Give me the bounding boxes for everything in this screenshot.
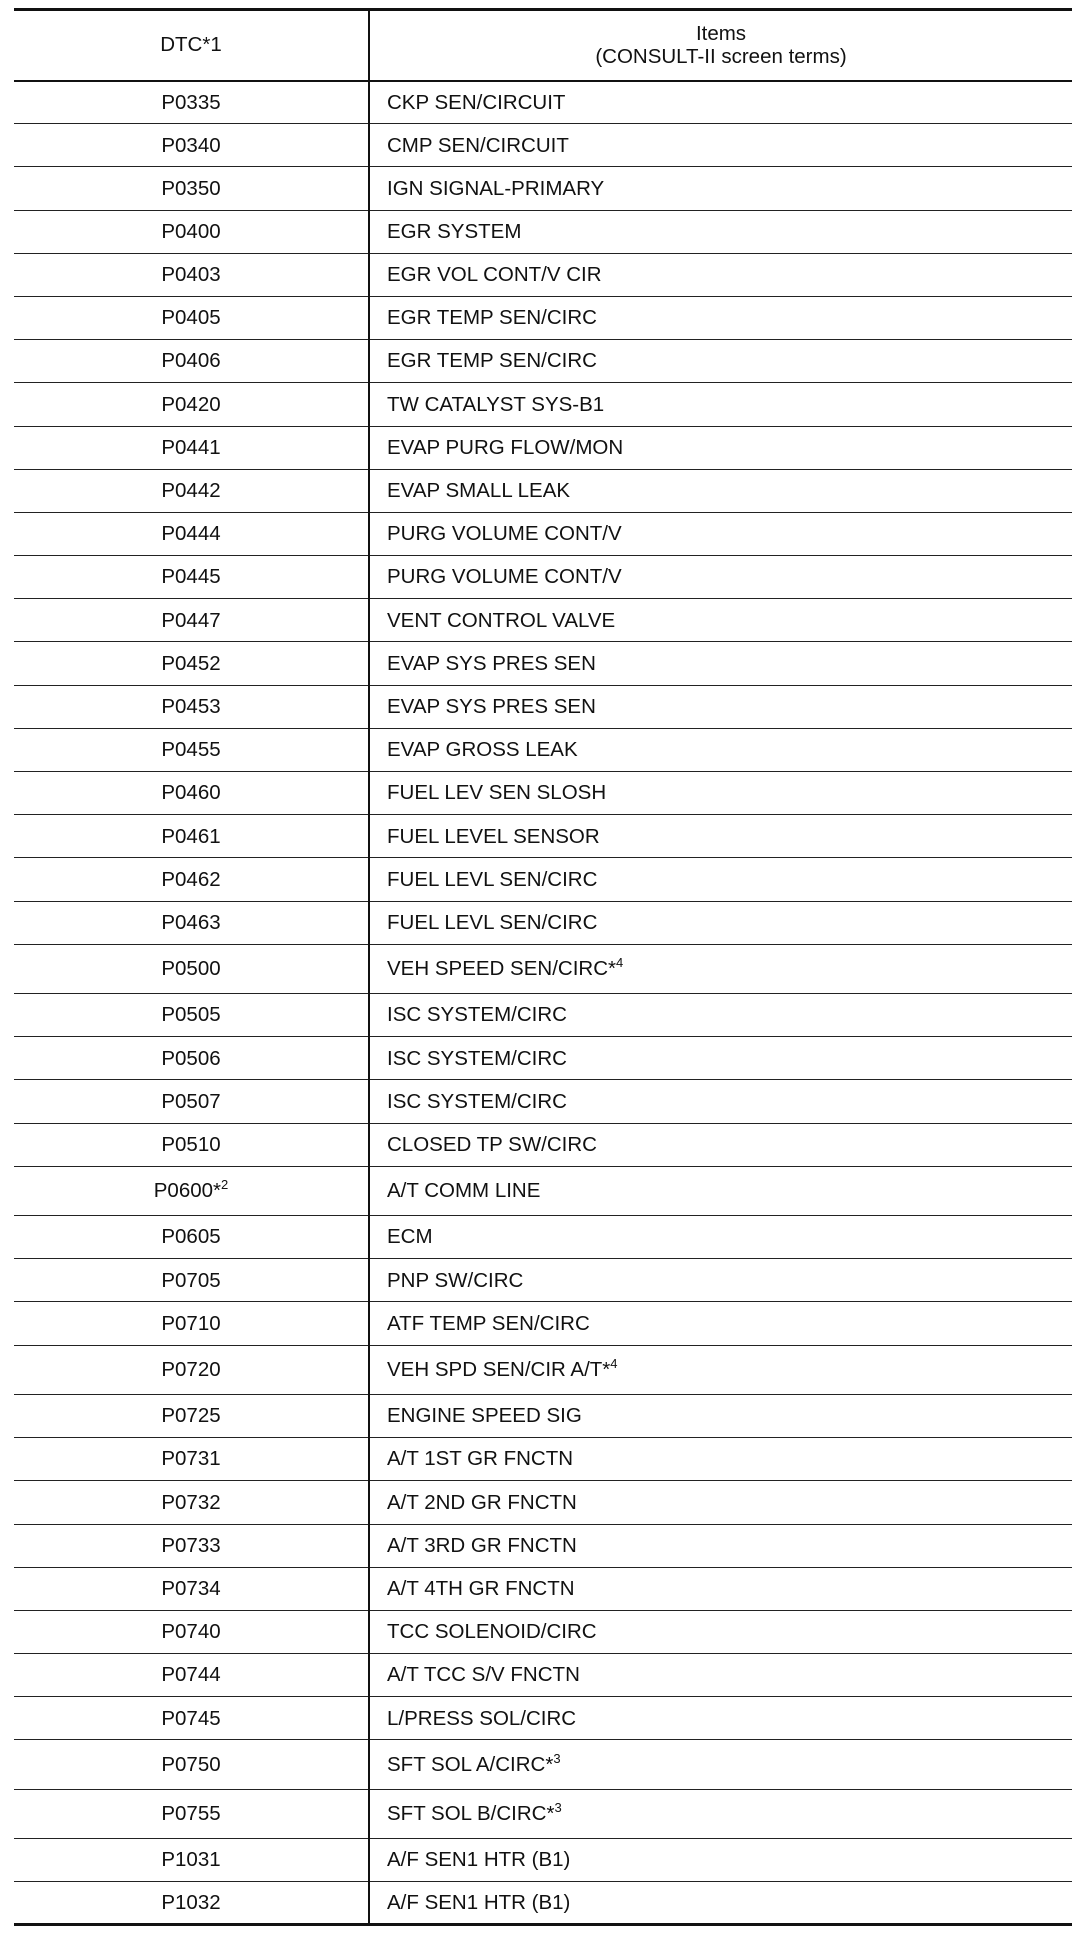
dtc-code-cell xyxy=(14,1438,369,1481)
footnote-marker: 3 xyxy=(554,1800,562,1816)
table-row xyxy=(14,1438,1072,1481)
item-cell xyxy=(369,210,1072,253)
dtc-code-cell xyxy=(14,1524,369,1567)
dtc-code-cell xyxy=(14,1259,369,1302)
item-cell xyxy=(369,383,1072,426)
table-row xyxy=(14,1697,1072,1740)
item-cell xyxy=(369,901,1072,944)
item-cell xyxy=(369,1839,1072,1882)
dtc-code-cell xyxy=(14,901,369,944)
item-term: FUEL LEV SEN SLOSH xyxy=(387,781,607,805)
dtc-code: P0705 xyxy=(161,1268,221,1292)
table-body xyxy=(14,81,1072,1925)
item-cell xyxy=(369,1080,1072,1123)
table-row xyxy=(14,1740,1072,1789)
dtc-code-cell xyxy=(14,1080,369,1123)
dtc-table xyxy=(14,8,1072,1926)
item-cell xyxy=(369,944,1072,993)
dtc-code-cell xyxy=(14,512,369,555)
dtc-code: P0510 xyxy=(161,1132,221,1156)
dtc-code: P0350 xyxy=(161,176,221,200)
header-row xyxy=(14,10,1072,81)
item-cell xyxy=(369,340,1072,383)
item-term: VEH SPEED SEN/CIRC* xyxy=(387,957,616,981)
header-items-subtitle: (CONSULT-II screen terms) xyxy=(595,45,847,69)
item-term: EVAP GROSS LEAK xyxy=(387,738,578,762)
dtc-code: P0710 xyxy=(161,1311,221,1335)
dtc-code: P0462 xyxy=(161,867,221,891)
dtc-code: P0720 xyxy=(161,1358,221,1382)
dtc-code-cell xyxy=(14,383,369,426)
item-cell xyxy=(369,685,1072,728)
table-row xyxy=(14,1789,1072,1838)
item-term: EVAP SMALL LEAK xyxy=(387,479,571,502)
dtc-code: P0453 xyxy=(161,694,221,718)
table-header xyxy=(14,10,1072,81)
dtc-code: P0500 xyxy=(161,957,221,981)
dtc-code-cell xyxy=(14,1839,369,1882)
dtc-code-cell xyxy=(14,1882,369,1925)
item-cell xyxy=(369,1524,1072,1567)
item-term: TW CATALYST SYS-B1 xyxy=(387,392,605,416)
item-term: FUEL LEVL SEN/CIRC xyxy=(387,910,598,934)
item-term: EGR TEMP SEN/CIRC xyxy=(387,306,597,330)
dtc-code-cell xyxy=(14,1481,369,1524)
dtc-code-cell xyxy=(14,642,369,685)
header-dtc: DTC*1 xyxy=(14,10,369,81)
dtc-code: P0505 xyxy=(161,1003,221,1027)
item-cell xyxy=(369,1345,1072,1394)
dtc-code: P0605 xyxy=(161,1225,221,1249)
item-term: ENGINE SPEED SIG xyxy=(387,1404,582,1428)
item-cell xyxy=(369,556,1072,599)
item-cell xyxy=(369,1481,1072,1524)
table-row xyxy=(14,426,1072,469)
table-row xyxy=(14,167,1072,210)
item-term: FUEL LEVEL SENSOR xyxy=(387,824,600,848)
dtc-code-cell xyxy=(14,426,369,469)
item-term: ISC SYSTEM/CIRC xyxy=(387,1089,567,1113)
item-term: PURG VOLUME CONT/V xyxy=(387,565,622,589)
table-row xyxy=(14,1394,1072,1437)
dtc-code: P0400 xyxy=(161,219,221,243)
item-cell xyxy=(369,81,1072,124)
dtc-code: P0745 xyxy=(161,1706,221,1730)
table-row xyxy=(14,1166,1072,1215)
dtc-code: P0405 xyxy=(161,306,221,330)
item-cell xyxy=(369,296,1072,339)
item-cell xyxy=(369,599,1072,642)
dtc-code: P0600* xyxy=(153,1179,222,1203)
item-term: EGR TEMP SEN/CIRC xyxy=(387,349,597,373)
dtc-code-cell xyxy=(14,944,369,993)
dtc-code: P0507 xyxy=(161,1089,221,1113)
dtc-code: P1031 xyxy=(161,1848,221,1872)
item-term: TCC SOLENOID/CIRC xyxy=(387,1620,597,1644)
item-term: SFT SOL B/CIRC* xyxy=(387,1802,555,1826)
dtc-code: P0506 xyxy=(161,1046,221,1070)
item-cell xyxy=(369,815,1072,858)
dtc-code: P0340 xyxy=(161,133,221,157)
dtc-code: P0733 xyxy=(161,1533,221,1557)
item-cell xyxy=(369,1697,1072,1740)
dtc-code-cell xyxy=(14,1567,369,1610)
dtc-code-cell xyxy=(14,124,369,167)
dtc-code-cell xyxy=(14,1610,369,1653)
item-term: ECM xyxy=(387,1225,433,1249)
dtc-code-cell xyxy=(14,81,369,124)
dtc-code: P0335 xyxy=(161,90,221,114)
item-cell xyxy=(369,426,1072,469)
table-row xyxy=(14,124,1072,167)
table-row xyxy=(14,1123,1072,1166)
item-cell xyxy=(369,1610,1072,1653)
table-row xyxy=(14,1037,1072,1080)
dtc-code-cell xyxy=(14,1697,369,1740)
dtc-code: P0441 xyxy=(161,435,221,459)
dtc-code: P0725 xyxy=(161,1404,221,1428)
item-cell xyxy=(369,1394,1072,1437)
item-term: EGR SYSTEM xyxy=(387,219,522,243)
dtc-code-cell xyxy=(14,1166,369,1215)
dtc-code-cell xyxy=(14,994,369,1037)
item-cell xyxy=(369,772,1072,815)
table-row xyxy=(14,1302,1072,1345)
item-cell xyxy=(369,1567,1072,1610)
header-items-title: Items xyxy=(695,21,747,45)
dtc-code: P0755 xyxy=(161,1802,221,1826)
dtc-code: P0420 xyxy=(161,392,221,416)
item-cell xyxy=(369,1882,1072,1925)
item-term: PURG VOLUME CONT/V xyxy=(387,522,622,546)
header-items xyxy=(369,10,1072,81)
dtc-code: P0455 xyxy=(161,738,221,762)
dtc-code: P0463 xyxy=(161,910,221,934)
dtc-code-cell xyxy=(14,1123,369,1166)
dtc-code: P0732 xyxy=(161,1490,221,1514)
table-row xyxy=(14,994,1072,1037)
dtc-code-cell xyxy=(14,685,369,728)
table-row xyxy=(14,1882,1072,1925)
dtc-code: P0740 xyxy=(161,1620,221,1644)
item-term: IGN SIGNAL-PRIMARY xyxy=(387,176,605,200)
dtc-code: P0750 xyxy=(161,1752,221,1776)
item-cell xyxy=(369,642,1072,685)
table-row xyxy=(14,642,1072,685)
item-term: VEH SPD SEN/CIR A/T* xyxy=(387,1358,611,1382)
item-term: A/F SEN1 HTR (B1) xyxy=(387,1848,571,1872)
dtc-code: P0406 xyxy=(161,349,221,373)
item-term: A/T 4TH GR FNCTN xyxy=(387,1577,575,1601)
footnote-marker: 4 xyxy=(615,955,624,971)
item-term: CMP SEN/CIRCUIT xyxy=(387,133,569,157)
dtc-code-cell xyxy=(14,1654,369,1697)
table-row xyxy=(14,858,1072,901)
table-row xyxy=(14,1345,1072,1394)
item-term: VENT CONTROL VALVE xyxy=(387,608,616,632)
item-term: A/F SEN1 HTR (B1) xyxy=(387,1891,571,1915)
dtc-code-cell xyxy=(14,1345,369,1394)
item-term: FUEL LEVL SEN/CIRC xyxy=(387,867,598,891)
dtc-code-cell xyxy=(14,728,369,771)
table-row xyxy=(14,81,1072,124)
item-term: A/T 2ND GR FNCTN xyxy=(387,1490,577,1514)
table-row xyxy=(14,296,1072,339)
item-cell xyxy=(369,1123,1072,1166)
item-term: EVAP SYS PRES SEN xyxy=(387,651,596,675)
table-row xyxy=(14,210,1072,253)
dtc-code: P0403 xyxy=(161,263,221,287)
dtc-code-cell xyxy=(14,599,369,642)
item-term: EVAP SYS PRES SEN xyxy=(387,694,596,718)
item-term: A/T 1ST GR FNCTN xyxy=(387,1447,574,1471)
item-term: CLOSED TP SW/CIRC xyxy=(387,1132,597,1156)
item-term: A/T TCC S/V FNCTN xyxy=(387,1663,580,1687)
table-row xyxy=(14,253,1072,296)
dtc-code-cell xyxy=(14,167,369,210)
table-row xyxy=(14,901,1072,944)
table-row xyxy=(14,469,1072,512)
dtc-code: P0442 xyxy=(161,479,221,502)
item-cell xyxy=(369,1259,1072,1302)
footnote-marker: 3 xyxy=(553,1750,561,1766)
item-cell xyxy=(369,167,1072,210)
dtc-code-cell xyxy=(14,1302,369,1345)
item-cell xyxy=(369,124,1072,167)
dtc-code-cell xyxy=(14,1394,369,1437)
dtc-code: P0447 xyxy=(161,608,221,632)
item-cell xyxy=(369,469,1072,512)
footnote-marker: 4 xyxy=(610,1356,618,1372)
table-row xyxy=(14,1080,1072,1123)
item-cell xyxy=(369,512,1072,555)
table-row xyxy=(14,1654,1072,1697)
item-term: A/T 3RD GR FNCTN xyxy=(387,1533,577,1557)
dtc-code: P0744 xyxy=(161,1663,221,1687)
table-row xyxy=(14,1259,1072,1302)
item-cell xyxy=(369,1740,1072,1789)
item-term: EGR VOL CONT/V CIR xyxy=(387,263,602,287)
table-row xyxy=(14,1839,1072,1882)
item-term: L/PRESS SOL/CIRC xyxy=(387,1706,577,1730)
item-term: SFT SOL A/CIRC* xyxy=(387,1752,554,1776)
item-term: ATF TEMP SEN/CIRC xyxy=(387,1311,590,1335)
table-row xyxy=(14,340,1072,383)
item-cell xyxy=(369,1302,1072,1345)
item-term: ISC SYSTEM/CIRC xyxy=(387,1003,567,1027)
table-row xyxy=(14,944,1072,993)
table-row xyxy=(14,1524,1072,1567)
dtc-code: P0460 xyxy=(161,781,221,805)
dtc-code: P0731 xyxy=(161,1447,221,1471)
item-cell xyxy=(369,1216,1072,1259)
dtc-code-cell xyxy=(14,815,369,858)
dtc-code-cell xyxy=(14,1740,369,1789)
dtc-document xyxy=(14,8,1072,1926)
dtc-code: P0452 xyxy=(161,651,221,675)
table-row xyxy=(14,383,1072,426)
table-row xyxy=(14,1481,1072,1524)
dtc-code: P0444 xyxy=(161,522,221,546)
table-row xyxy=(14,685,1072,728)
dtc-code-cell xyxy=(14,210,369,253)
dtc-code: P0734 xyxy=(161,1577,221,1601)
dtc-code-cell xyxy=(14,469,369,512)
item-term: PNP SW/CIRC xyxy=(387,1268,524,1292)
dtc-code-cell xyxy=(14,772,369,815)
item-cell xyxy=(369,1789,1072,1838)
dtc-code-cell xyxy=(14,858,369,901)
item-term: ISC SYSTEM/CIRC xyxy=(387,1046,567,1070)
item-cell xyxy=(369,728,1072,771)
table-row xyxy=(14,728,1072,771)
item-term: CKP SEN/CIRCUIT xyxy=(387,90,566,114)
dtc-code-cell xyxy=(14,1037,369,1080)
table-row xyxy=(14,556,1072,599)
table-row xyxy=(14,772,1072,815)
item-cell xyxy=(369,1166,1072,1215)
item-cell xyxy=(369,994,1072,1037)
footnote-marker: 2 xyxy=(221,1177,229,1193)
dtc-code: P1032 xyxy=(161,1891,221,1915)
item-term: A/T COMM LINE xyxy=(387,1179,541,1203)
table-row xyxy=(14,1610,1072,1653)
item-cell xyxy=(369,1654,1072,1697)
dtc-code: P0461 xyxy=(161,824,221,848)
dtc-code-cell xyxy=(14,340,369,383)
table-row xyxy=(14,599,1072,642)
table-row xyxy=(14,815,1072,858)
dtc-code-cell xyxy=(14,556,369,599)
item-cell xyxy=(369,858,1072,901)
dtc-code-cell xyxy=(14,1216,369,1259)
table-row xyxy=(14,1216,1072,1259)
item-term: EVAP PURG FLOW/MON xyxy=(387,435,624,459)
item-cell xyxy=(369,1037,1072,1080)
dtc-code-cell xyxy=(14,296,369,339)
dtc-code-cell xyxy=(14,253,369,296)
dtc-code: P0445 xyxy=(161,565,221,589)
item-cell xyxy=(369,1438,1072,1481)
item-cell xyxy=(369,253,1072,296)
dtc-code-cell xyxy=(14,1789,369,1838)
table-row xyxy=(14,1567,1072,1610)
table-row xyxy=(14,512,1072,555)
